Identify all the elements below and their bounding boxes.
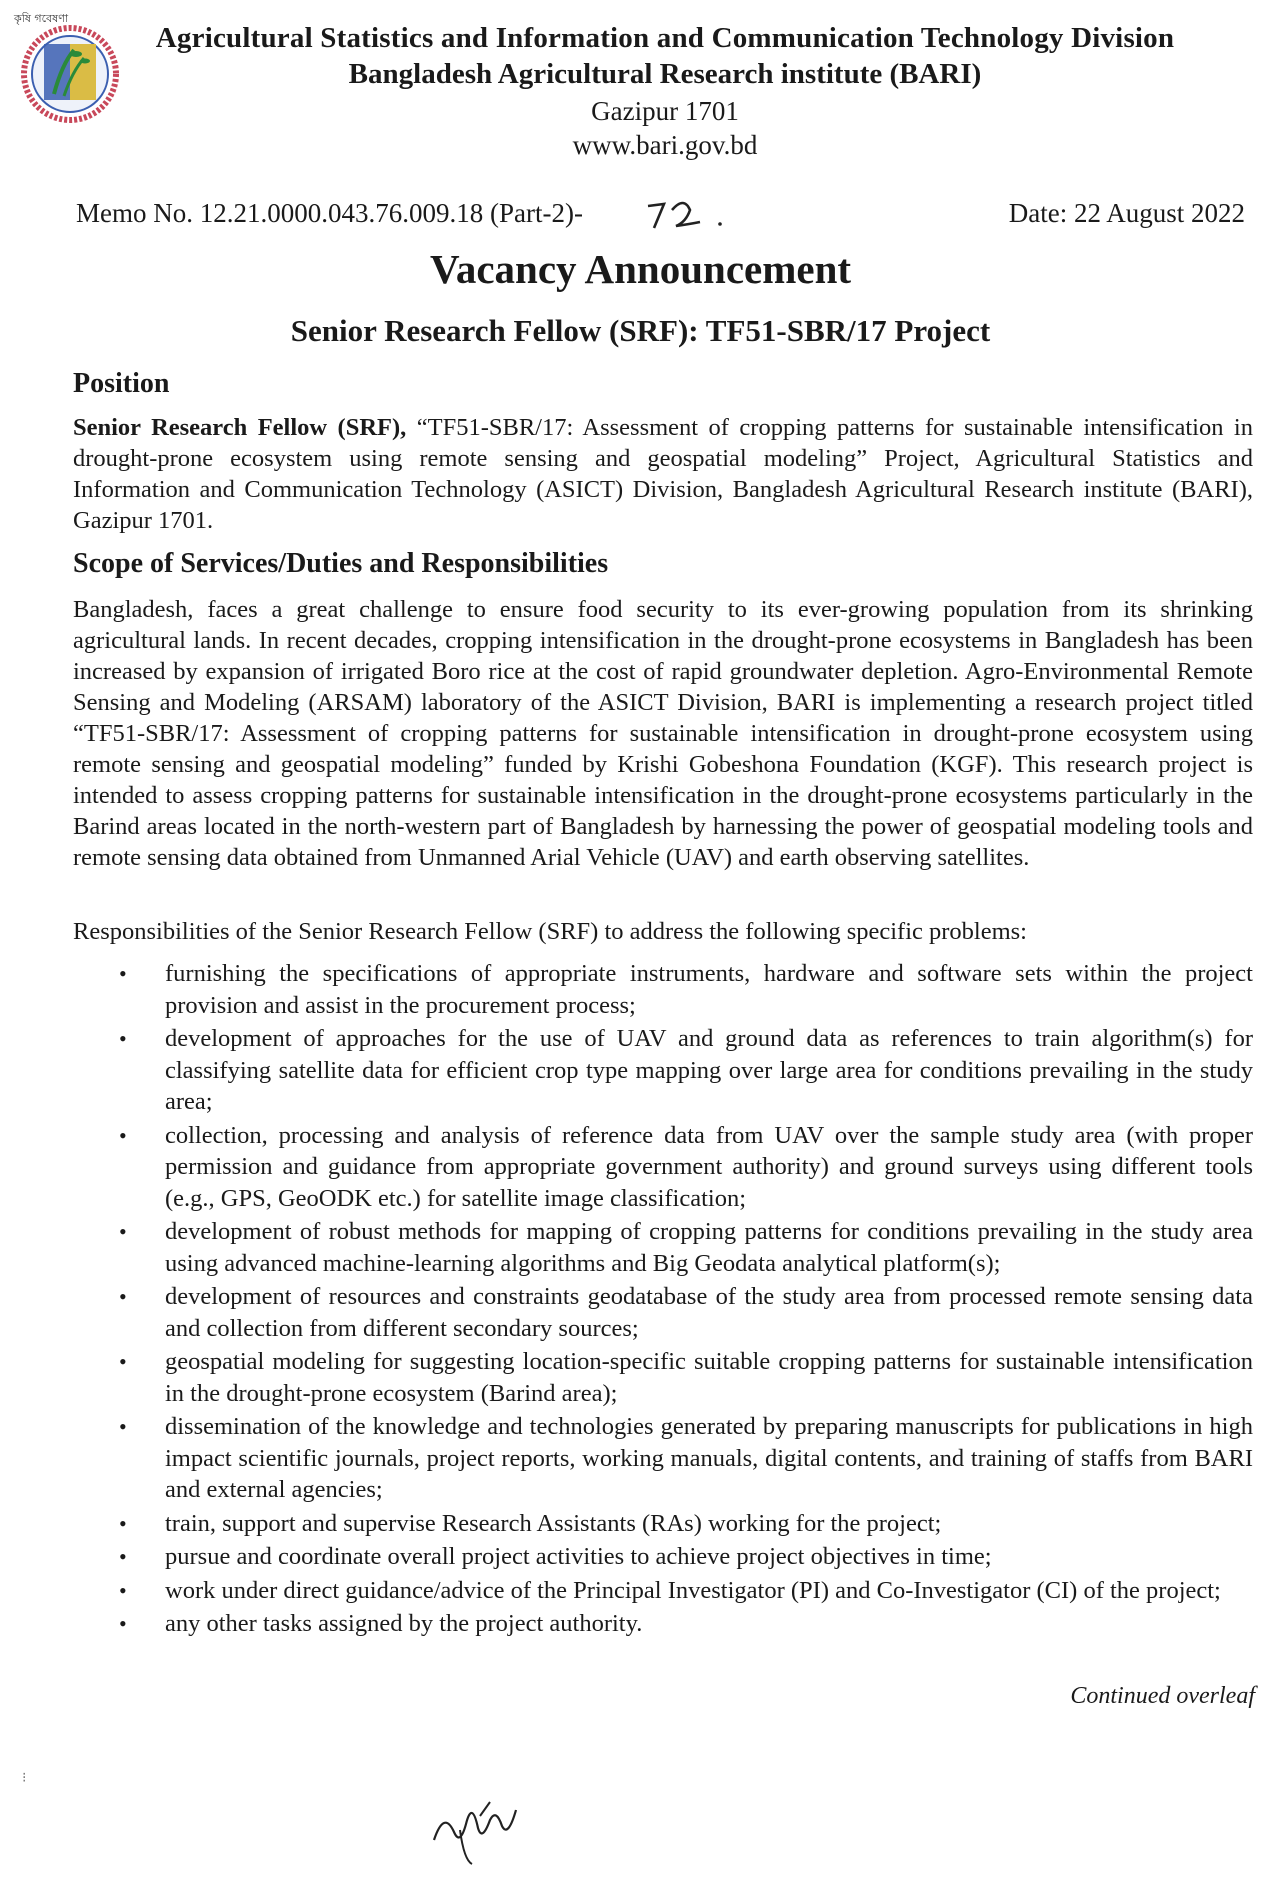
- responsibilities-list: [73, 958, 1253, 1642]
- memo-date: Date: 22 August 2022: [1008, 198, 1245, 228]
- list-item: • furnishing the specifications of appropriate instruments, hardware and software sets within the project provision and assist in the procurement process;: [119, 960, 1253, 1019]
- bullet-icon: •: [119, 1611, 127, 1636]
- bullet-icon: •: [119, 1577, 127, 1603]
- position-heading: Position: [73, 368, 170, 399]
- page-title: Vacancy Announcement: [429, 246, 852, 292]
- bullet-icon: •: [119, 961, 127, 986]
- position-lead: Senior Research Fellow (SRF),: [73, 414, 407, 441]
- bullet-icon: •: [119, 1219, 127, 1244]
- logo-caption: কৃষি গবেষণা: [14, 12, 69, 25]
- bullet-icon: •: [119, 1544, 127, 1569]
- memo-number: [76, 198, 583, 229]
- responsibilities-intro: Responsibilities of the Senior Research Fellow (SRF) to address the following specific problems:: [73, 918, 1027, 945]
- memo-number-text: Memo No. 12.21.0000.043.76.009.18 (Part-2)-: [76, 198, 583, 228]
- bullet-icon: •: [119, 1349, 127, 1374]
- handwritten-memo-suffix-icon: [642, 188, 732, 238]
- margin-mark: ⁝: [22, 1771, 27, 1786]
- institute-name: Bangladesh Agricultural Research institute (BARI): [348, 58, 982, 90]
- position-paragraph: [73, 412, 1253, 536]
- bullet-icon: •: [119, 1414, 127, 1439]
- list-item: • pursue and coordinate overall project activities to achieve project objectives in time;: [73, 1541, 1253, 1573]
- list-item: • train, support and supervise Research Assistants (RAs) working for the project;: [73, 1508, 1253, 1540]
- continued-overleaf: Continued overleaf: [1070, 1683, 1255, 1709]
- division-name: Agricultural Statistics and Information and Communication Technology Division: [155, 22, 1175, 54]
- institute-city: Gazipur 1701: [591, 96, 739, 126]
- list-item: • development of resources and constraints geodatabase of the study area from processed remote sensing data and collection from different secondary sources;: [119, 1283, 1253, 1342]
- list-item: • development of approaches for the use of UAV and ground data as references to train algorithm(s) for classifying satellite data for efficient crop type mapping over large area for conditions prevailing in the study area;: [119, 1025, 1253, 1115]
- bullet-icon: •: [119, 1122, 127, 1148]
- signature-icon: [420, 1780, 530, 1870]
- list-item: • geospatial modeling for suggesting location-specific suitable cropping patterns for sustainable intensification in the drought-prone ecosystem (Barind area);: [119, 1348, 1253, 1407]
- bullet-icon: •: [119, 1026, 127, 1051]
- bullet-icon: •: [119, 1510, 127, 1536]
- bullet-icon: •: [119, 1284, 127, 1309]
- page-subtitle: Senior Research Fellow (SRF): TF51-SBR/17 Project: [290, 313, 991, 348]
- position-text: “TF51-SBR/17: Assessment of cropping patterns for sustainable intensification in drought-prone ecosystem using remote sensing and geospatial modeling” Project, Agricultural Statistics and Information and Communication Technology (ASICT) Division, Bangladesh Agricultural Research institute (BARI), Gazipur 1701.: [73, 414, 1253, 534]
- scope-heading: Scope of Services/Duties and Responsibilities: [73, 548, 609, 579]
- list-item: • development of robust methods for mapping of cropping patterns for conditions prevailing in the study area using advanced machine-learning algorithms and Big Geodata analytical platform(s);: [119, 1218, 1253, 1277]
- list-item: • dissemination of the knowledge and technologies generated by preparing manuscripts for publications in high impact scientific journals, project reports, working manuals, digital contents, and training of staffs from BARI and external agencies;: [119, 1413, 1253, 1503]
- list-item: • work under direct guidance/advice of the Principal Investigator (PI) and Co-Investigator (CI) of the project;: [73, 1575, 1253, 1607]
- list-item: • collection, processing and analysis of reference data from UAV over the sample study area (with proper permission and guidance from appropriate government authority) and ground surveys using different tools (e.g., GPS, GeoODK etc.) for satellite image classification;: [119, 1121, 1253, 1212]
- list-item: • any other tasks assigned by the project authority.: [73, 1608, 1253, 1640]
- scope-paragraph: Bangladesh, faces a great challenge to ensure food security to its ever-growing population from its shrinking agricultural lands. In recent decades, cropping intensification in the drought-prone ecosystems in Bangladesh has been increased by expansion of irrigated Boro rice at the cost of rapid groundwater depletion. Agro-Environmental Remote Sensing and Modeling (ARSAM) laboratory of the ASICT Division, BARI is implementing a research project titled “TF51-SBR/17: Assessment of cropping patterns for sustainable intensification in drought-prone ecosystem using remote sensing and geospatial modeling” funded by Krishi Gobeshona Foundation (KGF). This research project is intended to assess cropping patterns for sustainable intensification in the drought-prone ecosystems particularly in the Barind areas located in the north-western part of Bangladesh by harnessing the power of geospatial modeling tools and remote sensing data obtained from Unmanned Arial Vehicle (UAV) and earth observing satellites.: [73, 596, 1253, 871]
- institute-website: www.bari.gov.bd: [572, 130, 758, 160]
